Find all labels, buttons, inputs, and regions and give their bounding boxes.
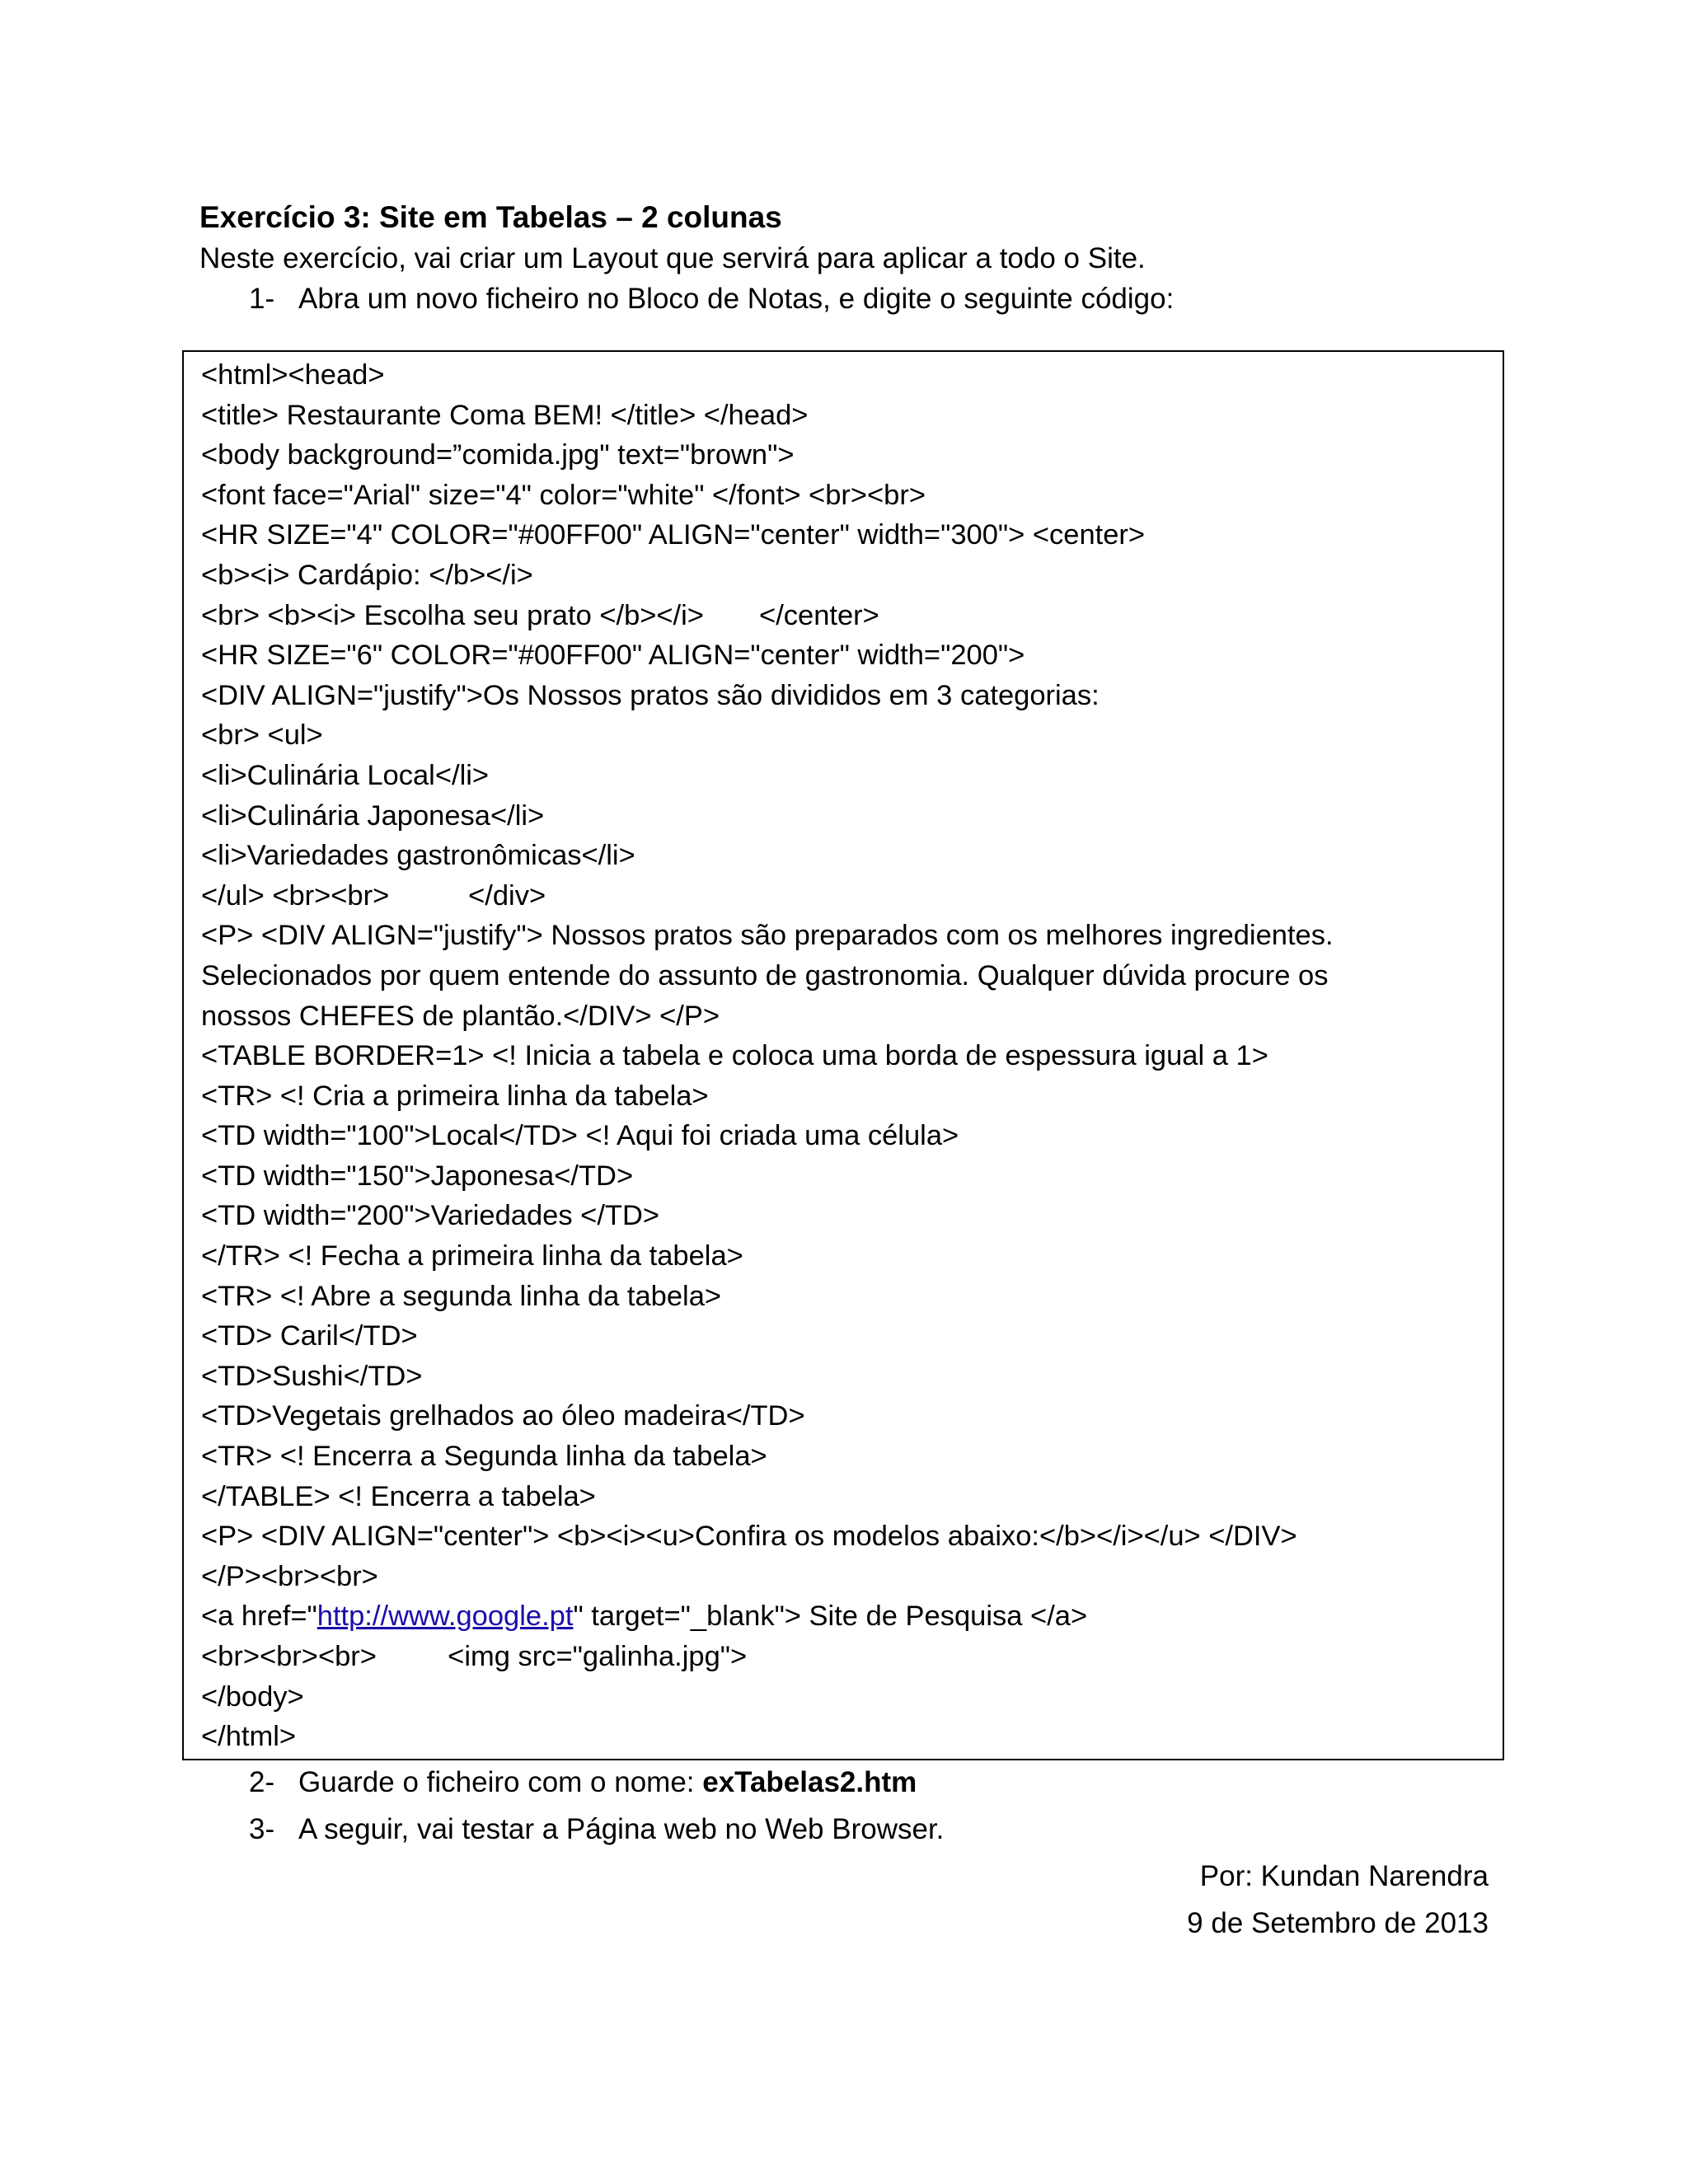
step-text: A seguir, vai testar a Página web no Web Browser.	[298, 1813, 945, 1845]
code-line: <DIV ALIGN="justify">Os Nossos pratos são divididos em 3 categorias:	[201, 679, 1100, 711]
code-line: </TABLE> <! Encerra a tabela>	[201, 1480, 596, 1512]
code-listing	[201, 355, 1495, 1757]
google-link[interactable]: http://www.google.pt	[316, 1601, 574, 1633]
step-number: 2-	[249, 1766, 275, 1798]
step-text	[298, 1760, 917, 1806]
filename: exTabelas2.htm	[702, 1766, 917, 1798]
intro-text: Neste exercício, vai criar um Layout que servirá para aplicar a todo o Site.	[199, 242, 1146, 274]
author-signature: Por: Kundan Narendra	[1199, 1860, 1489, 1892]
code-link-prefix: <a href="	[201, 1601, 317, 1633]
code-line: <br> <ul>	[201, 719, 323, 752]
code-line: </body>	[201, 1680, 304, 1713]
code-line: <P> <DIV ALIGN="center"> <b><i><u>Confira os modelos abaixo:</b></i></u> </DIV>	[201, 1521, 1297, 1553]
code-line: <TR> <! Encerra a Segunda linha da tabela>	[201, 1441, 767, 1473]
code-line: <html><head>	[201, 359, 385, 391]
code-line: <li>Culinária Japonesa</li>	[201, 799, 545, 832]
code-line: <title> Restaurante Coma BEM! </title> </head>	[201, 399, 809, 431]
code-line: <TR> <! Cria a primeira linha da tabela>	[201, 1080, 709, 1112]
step-number: 3-	[249, 1813, 275, 1845]
code-line: </html>	[201, 1721, 297, 1753]
code-line: <b><i> Cardápio: </b></i>	[201, 559, 533, 591]
step-text-plain: Guarde o ficheiro com o nome:	[298, 1766, 703, 1798]
code-line: </TR> <! Fecha a primeira linha da tabela>	[201, 1240, 743, 1272]
code-line: <TABLE BORDER=1> <! Inicia a tabela e coloca uma borda de espessura igual a 1>	[201, 1040, 1268, 1072]
signature-date: 9 de Setembro de 2013	[1187, 1907, 1489, 1939]
step-text: Abra um novo ficheiro no Bloco de Notas, e digite o seguinte código:	[298, 283, 1175, 315]
code-line: <font face="Arial" size="4" color="white" </font> <br><br>	[201, 479, 926, 511]
code-line: Selecionados por quem entende do assunto de gastronomia. Qualquer dúvida procure os	[201, 959, 1329, 991]
code-line: <body background=”comida.jpg" text="brown">	[201, 439, 795, 471]
code-line: <li>Culinária Local</li>	[201, 759, 490, 791]
code-line: <HR SIZE="4" COLOR="#00FF00" ALIGN="center" width="300"> <center>	[201, 519, 1146, 551]
code-line-with-link	[201, 1596, 1495, 1637]
code-line: <br><br><br> <img src="galinha.jpg">	[201, 1641, 748, 1672]
code-line: </P><br><br>	[201, 1560, 378, 1592]
code-line: <br> <b><i> Escolha seu prato </b></i> </center>	[201, 599, 879, 631]
code-line: </ul> <br><br> </div>	[201, 879, 546, 912]
code-line: <P> <DIV ALIGN="justify"> Nossos pratos são preparados com os melhores ingredientes.	[201, 920, 1334, 952]
code-line: <TD>Vegetais grelhados ao óleo madeira</TD>	[201, 1400, 805, 1432]
code-line: <TD>Sushi</TD>	[201, 1360, 423, 1392]
code-line: <TD width="100">Local</TD> <! Aqui foi criada uma célula>	[201, 1120, 959, 1152]
code-line: <TD> Caril</TD>	[201, 1320, 418, 1352]
code-link-suffix: " target="_blank"> Site de Pesquisa </a>	[573, 1601, 1088, 1633]
code-line: <TR> <! Abre a segunda linha da tabela>	[201, 1280, 722, 1312]
code-line: nossos CHEFES de plantão.</DIV> </P>	[201, 1000, 720, 1032]
code-listing-box	[182, 350, 1504, 1760]
code-line: <HR SIZE="6" COLOR="#00FF00" ALIGN="center" width="200">	[201, 640, 1025, 672]
code-line: <TD width="200">Variedades </TD>	[201, 1200, 660, 1232]
step-number: 1-	[249, 283, 275, 315]
exercise-title: Exercício 3: Site em Tabelas – 2 colunas	[199, 200, 782, 234]
code-line: <TD width="150">Japonesa</TD>	[201, 1160, 634, 1192]
code-line: <li>Variedades gastronômicas</li>	[201, 840, 635, 872]
